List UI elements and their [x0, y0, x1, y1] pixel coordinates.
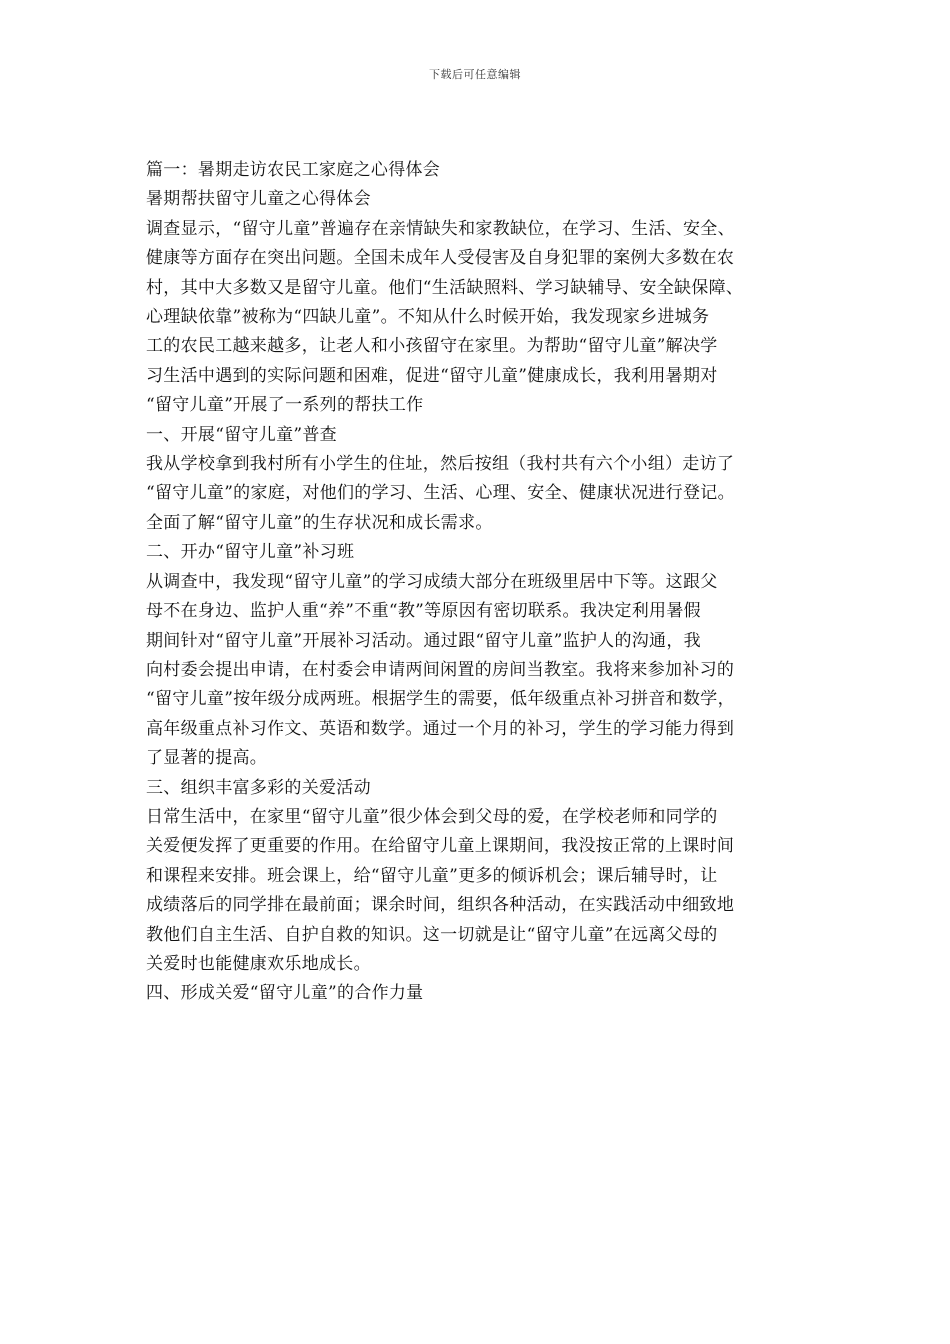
doc-line: 和课程来安排。班会课上，给“留守儿童”更多的倾诉机会；课后辅导时，让 [146, 865, 718, 886]
doc-line: 向村委会提出申请，在村委会申请两间闲置的房间当教室。我将来参加补习的 [146, 659, 735, 680]
doc-line: 期间针对“留守儿童”开展补习活动。通过跟“留守儿童”监护人的沟通，我 [146, 630, 701, 651]
doc-line: 村，其中大多数又是留守儿童。他们“生活缺照料、学习缺辅导、安全缺保障、 [146, 277, 744, 298]
doc-line: 母不在身边、监护人重“养”不重“教”等原因有密切联系。我决定利用暑假 [146, 601, 701, 622]
header-note: 下载后可任意编辑 [429, 68, 521, 81]
doc-line: “留守儿童”开展了一系列的帮扶工作 [146, 395, 424, 416]
section-heading: 二、开办“留守儿童”补习班 [146, 542, 355, 563]
doc-line: 从调查中，我发现“留守儿童”的学习成绩大部分在班级里居中下等。这跟父 [146, 571, 718, 592]
doc-line: 教他们自主生活、自护自救的知识。这一切就是让“留守儿童”在远离父母的 [146, 924, 718, 945]
section-heading: 四、形成关爱“留守儿童”的合作力量 [146, 983, 424, 1004]
section-heading: 一、开展“留守儿童”普查 [146, 424, 337, 445]
doc-line: 心理缺依靠”被称为“四缺儿童”。不知从什么时候开始，我发现家乡进城务 [146, 307, 710, 328]
doc-line: 了显著的提高。 [146, 748, 268, 769]
doc-line: 工的农民工越来越多，让老人和小孩留守在家里。为帮助“留守儿童”解决学 [146, 336, 718, 357]
doc-line: 调查显示，“留守儿童”普遍存在亲情缺失和家教缺位，在学习、生活、安全、 [146, 218, 735, 239]
document-body [146, 156, 836, 1009]
doc-line: 习生活中遇到的实际问题和困难，促进“留守儿童”健康成长，我利用暑期对 [146, 365, 718, 386]
section-heading: 篇一：暑期走访农民工家庭之心得体会 [146, 160, 441, 180]
doc-line: 关爱时也能健康欢乐地成长。 [146, 953, 371, 974]
doc-line: 健康等方面存在突出问题。全国未成年人受侵害及自身犯罪的案例大多数在农 [146, 248, 735, 269]
doc-line: “留守儿童”按年级分成两班。根据学生的需要，低年级重点补习拼音和数学， [146, 689, 735, 710]
doc-line: 关爱便发挥了更重要的作用。在给留守儿童上课期间，我没按正常的上课时间 [146, 836, 735, 857]
doc-line: 全面了解“留守儿童”的生存状况和成长需求。 [146, 512, 493, 533]
section-heading: 三、组织丰富多彩的关爱活动 [146, 777, 371, 798]
section-heading: 暑期帮扶留守儿童之心得体会 [146, 189, 371, 210]
doc-line: 高年级重点补习作文、英语和数学。通过一个月的补习，学生的学习能力得到 [146, 718, 735, 739]
doc-line: “留守儿童”的家庭，对他们的学习、生活、心理、安全、健康状况进行登记。 [146, 483, 735, 504]
doc-line: 成绩落后的同学排在最前面；课余时间，组织各种活动，在实践活动中细致地 [146, 895, 735, 916]
doc-line: 日常生活中，在家里“留守儿童”很少体会到父母的爱，在学校老师和同学的 [146, 806, 718, 827]
doc-line: 我从学校拿到我村所有小学生的住址，然后按组（我村共有六个小组）走访了 [146, 454, 735, 475]
